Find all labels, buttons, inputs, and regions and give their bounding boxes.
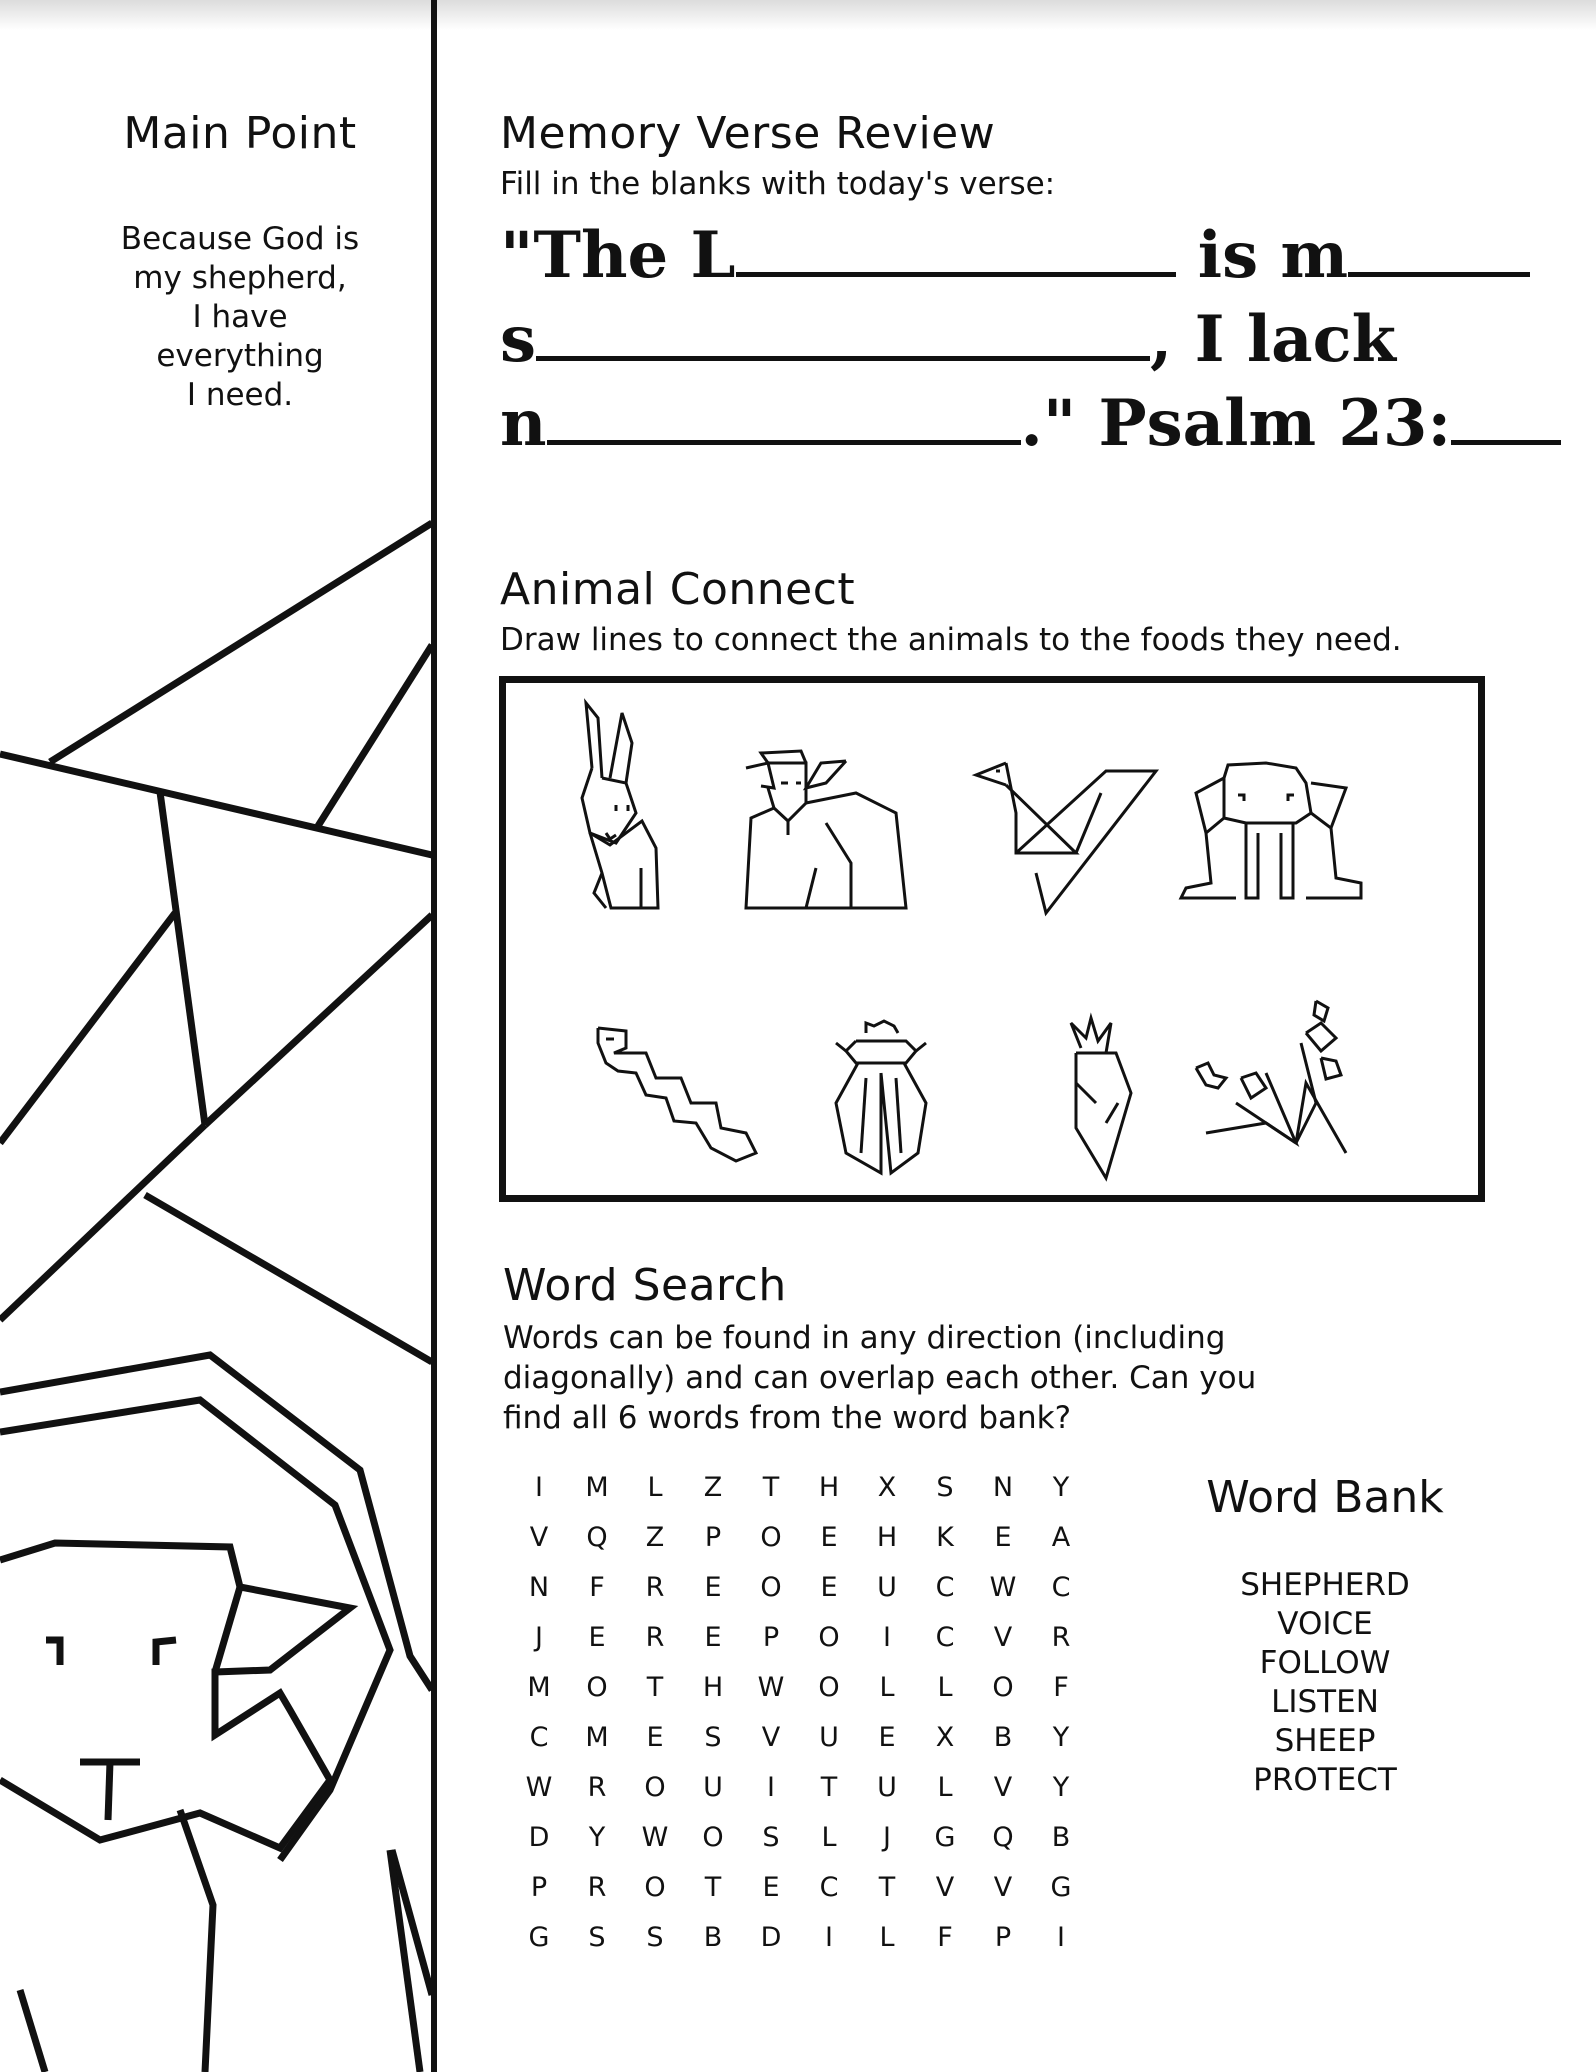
word-search-letter[interactable]: Q — [992, 1822, 1014, 1853]
word-search-letter[interactable]: I — [535, 1472, 543, 1503]
word-search-letter[interactable]: I — [767, 1772, 775, 1803]
word-search-letter[interactable]: F — [589, 1572, 605, 1603]
verse-blank[interactable] — [547, 378, 1021, 445]
word-search-letter[interactable]: D — [760, 1922, 782, 1953]
word-search-letter[interactable]: K — [936, 1522, 954, 1553]
word-search-letter[interactable]: O — [992, 1672, 1014, 1703]
word-search-letter[interactable]: E — [878, 1722, 896, 1753]
main-point-line: I need. — [186, 377, 294, 413]
word-search-letter[interactable]: O — [644, 1772, 666, 1803]
word-search-letter[interactable]: R — [587, 1872, 607, 1903]
memory-verse-text — [500, 210, 1500, 462]
word-search-letter[interactable]: L — [821, 1822, 837, 1853]
verse-fragment: n — [500, 386, 547, 461]
word-search-letter[interactable]: P — [530, 1872, 548, 1903]
word-search-letter[interactable]: V — [761, 1722, 781, 1753]
word-search-letter[interactable]: S — [936, 1472, 954, 1503]
word-search-letter[interactable]: N — [992, 1472, 1014, 1503]
animal-connect-instruction: Draw lines to connect the animals to the foods they need. — [500, 622, 1402, 658]
word-search-letter[interactable]: B — [1051, 1822, 1071, 1853]
sheep-icon[interactable] — [746, 751, 906, 908]
word-search-letter[interactable]: E — [994, 1522, 1012, 1553]
word-search-letter[interactable]: I — [825, 1922, 833, 1953]
word-bank-title: Word Bank — [1206, 1472, 1444, 1523]
word-search-letter[interactable]: Y — [588, 1822, 606, 1853]
word-search-letter[interactable]: H — [818, 1472, 840, 1503]
word-search-letter[interactable]: Z — [703, 1472, 723, 1503]
bug-icon[interactable] — [836, 1021, 926, 1173]
word-search-letter[interactable]: G — [1050, 1872, 1072, 1903]
word-search-letter[interactable]: E — [820, 1572, 838, 1603]
word-search-letter[interactable]: L — [647, 1472, 663, 1503]
verse-blank[interactable] — [1348, 210, 1530, 277]
word-search-letter[interactable]: V — [993, 1872, 1013, 1903]
verse-fragment: is m — [1175, 218, 1349, 293]
word-search-letter[interactable]: F — [937, 1922, 953, 1953]
word-search-letter[interactable]: R — [645, 1572, 665, 1603]
verse-blank[interactable] — [736, 210, 1176, 277]
word-search-letter[interactable]: M — [585, 1722, 609, 1753]
animal-connect-box — [499, 676, 1485, 1202]
word-search-letter[interactable]: W — [641, 1822, 669, 1853]
word-bank-item: SHEEP — [1274, 1723, 1376, 1759]
word-search-letter[interactable]: H — [876, 1522, 898, 1553]
word-search-letter[interactable]: J — [535, 1622, 543, 1653]
word-search-letter[interactable]: U — [877, 1772, 897, 1803]
word-search-letter[interactable]: S — [588, 1922, 606, 1953]
bird-icon[interactable] — [976, 763, 1156, 913]
verse-line-3 — [500, 378, 1500, 462]
word-search-letter[interactable]: M — [527, 1672, 551, 1703]
word-search-letter[interactable]: V — [993, 1622, 1013, 1653]
word-search-letter[interactable]: B — [993, 1722, 1013, 1753]
verse-fragment: ." Psalm 23: — [1020, 386, 1452, 461]
word-search-letter[interactable]: E — [820, 1522, 838, 1553]
word-search-letter[interactable]: Z — [645, 1522, 665, 1553]
word-bank-item: LISTEN — [1271, 1684, 1379, 1720]
word-bank-item: VOICE — [1277, 1606, 1373, 1642]
word-search-letter[interactable]: M — [585, 1472, 609, 1503]
word-search-letter[interactable]: H — [702, 1672, 724, 1703]
word-search-letter[interactable]: U — [877, 1572, 897, 1603]
frog-icon[interactable] — [1181, 763, 1361, 898]
word-search-letter[interactable]: S — [704, 1722, 722, 1753]
word-bank-item: PROTECT — [1253, 1762, 1397, 1798]
word-search-letter[interactable]: G — [528, 1922, 550, 1953]
word-search-letter[interactable]: P — [994, 1922, 1012, 1953]
main-point-text — [20, 220, 460, 415]
word-search-letter[interactable]: I — [883, 1622, 891, 1653]
worm-icon[interactable] — [598, 1028, 756, 1161]
word-search-letter[interactable]: W — [989, 1572, 1017, 1603]
main-point-title: Main Point — [123, 108, 357, 159]
word-search-letter[interactable]: R — [587, 1772, 607, 1803]
memory-verse-title: Memory Verse Review — [500, 108, 996, 159]
word-search-letter[interactable]: V — [529, 1522, 549, 1553]
word-search-letter[interactable]: C — [1051, 1572, 1071, 1603]
word-search-letter[interactable]: E — [588, 1622, 606, 1653]
word-search-letter[interactable]: T — [878, 1872, 896, 1903]
verse-fragment: s — [500, 302, 537, 377]
word-search-letter[interactable]: O — [586, 1672, 608, 1703]
word-search-letter[interactable]: J — [883, 1822, 891, 1853]
word-search-letter[interactable]: O — [818, 1622, 840, 1653]
verse-blank[interactable] — [536, 294, 1150, 361]
word-search-letter[interactable]: U — [819, 1722, 839, 1753]
word-search-letter[interactable]: S — [646, 1922, 664, 1953]
rabbit-icon[interactable] — [582, 703, 658, 908]
verse-line-1 — [500, 210, 1500, 294]
word-search-letter[interactable]: S — [762, 1822, 780, 1853]
word-search-letter[interactable]: O — [760, 1572, 782, 1603]
word-search-letter[interactable]: E — [704, 1572, 722, 1603]
word-search-letter[interactable]: E — [646, 1722, 664, 1753]
word-search-description — [503, 1318, 1256, 1438]
word-search-letter[interactable]: O — [760, 1522, 782, 1553]
word-search-letter[interactable]: X — [935, 1722, 955, 1753]
main-point-line: Because God is — [120, 221, 360, 257]
word-bank-item: SHEPHERD — [1240, 1567, 1410, 1603]
verse-line-2 — [500, 294, 1500, 378]
word-search-letter[interactable]: T — [820, 1772, 838, 1803]
word-search-letter[interactable]: B — [703, 1922, 723, 1953]
word-search-description-line: Words can be found in any direction (including — [503, 1320, 1226, 1356]
word-bank-item: FOLLOW — [1259, 1645, 1391, 1681]
word-search-letter[interactable]: I — [1057, 1922, 1065, 1953]
word-search-description-line: diagonally) and can overlap each other. Can you — [503, 1360, 1257, 1396]
word-search-letter[interactable]: F — [1053, 1672, 1069, 1703]
word-search-letter[interactable]: E — [762, 1872, 780, 1903]
word-search-letter[interactable]: E — [704, 1622, 722, 1653]
word-search-letter[interactable]: L — [879, 1672, 895, 1703]
word-search-letter[interactable]: X — [877, 1472, 897, 1503]
word-search-title: Word Search — [503, 1260, 787, 1311]
word-search-letter[interactable]: O — [644, 1872, 666, 1903]
verse-fragment: , I lack — [1150, 302, 1396, 377]
word-search-letter[interactable]: T — [762, 1472, 780, 1503]
word-search-letter[interactable]: A — [1051, 1522, 1071, 1553]
word-search-letter[interactable]: Y — [1052, 1772, 1070, 1803]
verse-fragment: "The L — [500, 218, 736, 293]
word-search-letter[interactable]: U — [703, 1772, 723, 1803]
word-search-letter[interactable]: R — [1051, 1622, 1071, 1653]
word-search-letter[interactable]: O — [818, 1672, 840, 1703]
word-search-letter[interactable]: Y — [1052, 1472, 1070, 1503]
word-search-letter[interactable]: G — [934, 1822, 956, 1853]
main-point-line: I have — [192, 299, 288, 335]
main-point-line: everything — [156, 338, 324, 374]
word-bank-list — [1190, 1566, 1460, 1800]
word-search-letter[interactable]: N — [528, 1572, 550, 1603]
word-search-description-line: find all 6 words from the word bank? — [503, 1400, 1072, 1436]
word-search-letter[interactable]: V — [993, 1772, 1013, 1803]
word-search-letter[interactable]: P — [762, 1622, 780, 1653]
word-search-letter[interactable]: Q — [586, 1522, 608, 1553]
word-search-letter[interactable]: T — [704, 1872, 722, 1903]
word-search-letter[interactable]: L — [937, 1772, 953, 1803]
memory-verse-instruction: Fill in the blanks with today's verse: — [500, 166, 1056, 202]
word-search-letter[interactable]: C — [935, 1572, 955, 1603]
word-search-letter[interactable]: O — [702, 1822, 724, 1853]
word-search-letter[interactable]: P — [704, 1522, 722, 1553]
word-search-letter[interactable]: L — [937, 1672, 953, 1703]
animal-connect-title: Animal Connect — [500, 564, 856, 615]
main-point-line: my shepherd, — [133, 260, 347, 296]
word-search-letter[interactable]: C — [529, 1722, 549, 1753]
word-search-letter[interactable]: V — [935, 1872, 955, 1903]
word-search-letter[interactable]: Y — [1052, 1722, 1070, 1753]
word-search-letter[interactable]: W — [757, 1672, 785, 1703]
carrot-icon[interactable] — [1071, 1018, 1131, 1178]
word-search-letter[interactable]: C — [935, 1622, 955, 1653]
word-search-letter[interactable]: R — [645, 1622, 665, 1653]
word-search-letter[interactable]: D — [528, 1822, 550, 1853]
flowers-icon[interactable] — [1196, 1001, 1346, 1153]
word-search-letter[interactable]: L — [879, 1922, 895, 1953]
word-search-letter[interactable]: T — [646, 1672, 664, 1703]
verse-blank[interactable] — [1451, 378, 1561, 445]
word-search-letter[interactable]: C — [819, 1872, 839, 1903]
word-search-letter[interactable]: W — [525, 1772, 553, 1803]
